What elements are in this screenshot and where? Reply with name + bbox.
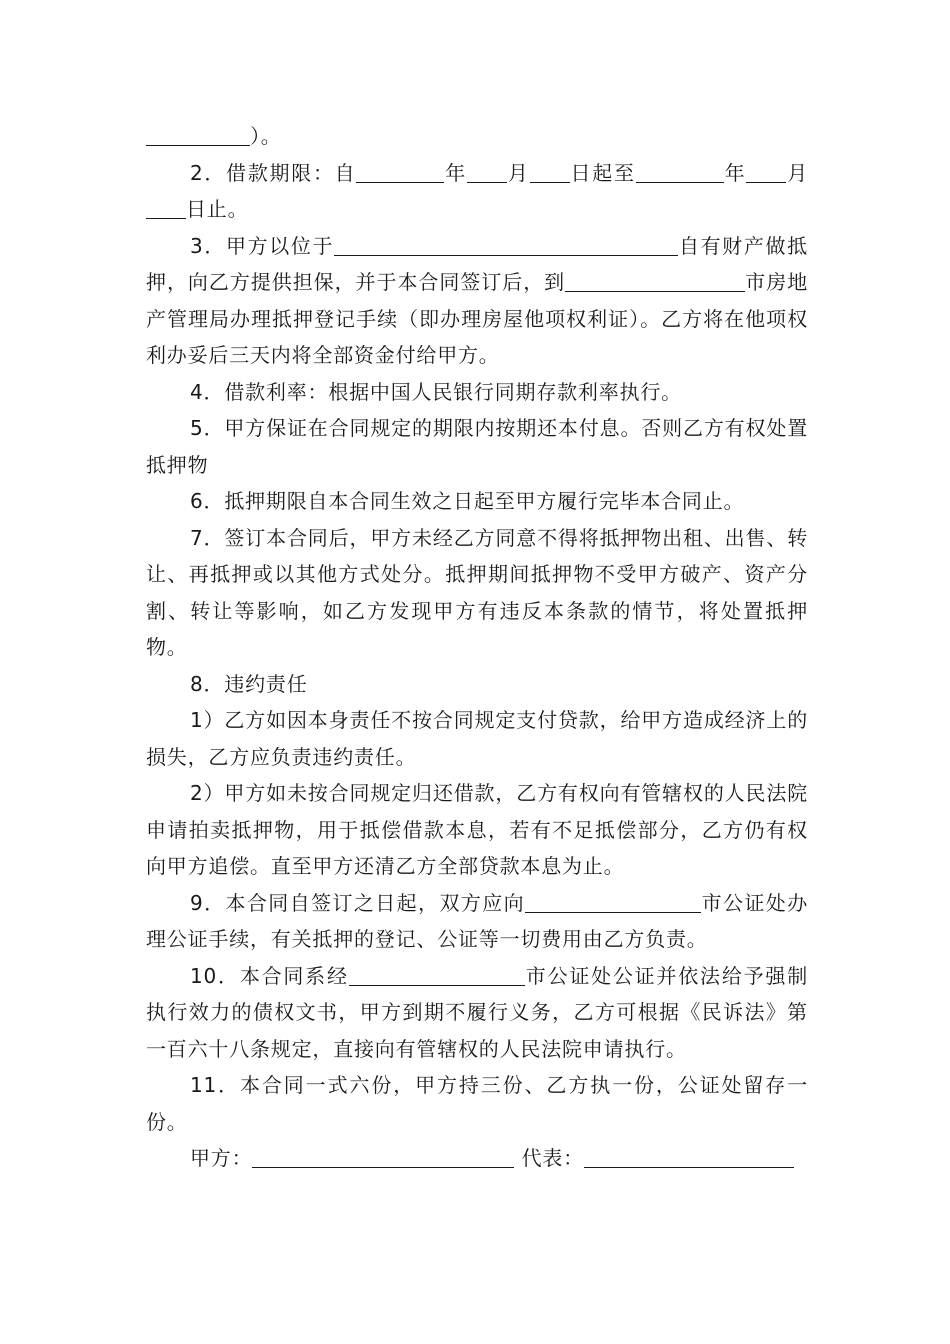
paragraph-p8 (146, 666, 808, 703)
paragraph-text: 10．本合同系经 (190, 963, 349, 988)
paragraph-text: 月 (786, 160, 808, 185)
paragraph-p4 (146, 374, 808, 411)
fill-in-blank (746, 160, 786, 183)
paragraph-text: 3．甲方以位于 (190, 233, 335, 258)
paragraph-text: 年 (723, 160, 747, 185)
paragraph-text: 4．借款利率：根据中国人民银行同期存款利率执行。 (190, 379, 682, 404)
paragraph-p5 (146, 410, 808, 483)
paragraph-text: 日起至 (569, 160, 636, 185)
paragraph-p7 (146, 520, 808, 666)
fill-in-blank (530, 160, 570, 183)
paragraph-p9 (146, 885, 808, 958)
paragraph-p8a (146, 702, 808, 775)
paragraph-p10 (146, 958, 808, 1068)
paragraph-text: 5．甲方保证在合同规定的期限内按期还本付息。否则乙方有权处置抵押物 (146, 416, 808, 477)
fill-in-blank (349, 963, 525, 986)
fill-in-blank (356, 160, 444, 183)
paragraph-text: 11．本合同一式六份，甲方持三份、乙方执一份，公证处留存一份。 (146, 1073, 808, 1134)
paragraph-text: 2．借款期限：自 (190, 160, 357, 185)
paragraph-p12 (146, 1140, 808, 1177)
fill-in-blank (584, 1145, 794, 1168)
paragraph-text: 市公证处公证并依法给予强制执行效力的债权文书，甲方到期不履行义务，乙方可根据《民诉法》第一百六十八条规定，直接向有管辖权的人民法院申请执行。 (146, 963, 808, 1061)
paragraph-text: 6．抵押期限自本合同生效之日起至甲方履行完毕本合同止。 (190, 489, 745, 513)
fill-in-blank (252, 1145, 514, 1168)
fill-in-blank (334, 233, 678, 256)
paragraph-p6 (146, 483, 808, 520)
paragraph-text: 9．本合同自签订之日起，双方应向 (190, 890, 526, 915)
paragraph-text: 市房地产管理局办理抵押登记手续（即办理房屋他项权利证）。乙方将在他项权利办妥后三天内将全部资金付给甲方。 (146, 270, 808, 367)
fill-in-blank (146, 196, 186, 219)
paragraph-text: 甲方： (190, 1146, 253, 1170)
paragraph-p11 (146, 1067, 808, 1140)
fill-in-blank (467, 160, 507, 183)
paragraph-text: 自有财产做抵押，向乙方提供担保，并于本合同签订后，到 (146, 233, 808, 294)
paragraph-text: 年 (444, 160, 467, 185)
paragraph-text: 日止。 (186, 197, 249, 221)
paragraph-text: 8．违约责任 (190, 671, 308, 696)
fill-in-blank (525, 890, 701, 913)
paragraph-p2 (146, 155, 808, 228)
paragraph-p3 (146, 228, 808, 374)
paragraph-text: 2）甲方如未按合同规定归还借款，乙方有权向有管辖权的人民法院申请拍卖抵押物，用于抵偿借款本息，若有不足抵偿部分，乙方仍有权向甲方追偿。直至甲方还清乙方全部贷款本息为止。 (146, 781, 808, 878)
paragraph-p8b (146, 775, 808, 885)
fill-in-blank (636, 160, 724, 183)
fill-in-blank (565, 269, 745, 292)
paragraph-text: 1）乙方如因本身责任不按合同规定支付贷款，给甲方造成经济上的损失，乙方应负责违约责任。 (146, 708, 808, 769)
paragraph-text: 7．签订本合同后，甲方未经乙方同意不得将抵押物出租、出售、转让、再抵押或以其他方式处分。抵押期间抵押物不受甲方破产、资产分割、转让等影响，如乙方发现甲方有违反本条款的情节，将处置抵押物。 (146, 525, 808, 659)
paragraph-text: 代表： (514, 1146, 584, 1170)
paragraph-p0 (146, 118, 808, 155)
fill-in-blank (146, 123, 250, 146)
document-page (146, 118, 808, 1177)
paragraph-text: 月 (507, 160, 530, 185)
paragraph-text: 市公证处办理公证手续，有关抵押的登记、公证等一切费用由乙方负责。 (146, 890, 808, 951)
paragraph-text: ）。 (250, 124, 282, 148)
